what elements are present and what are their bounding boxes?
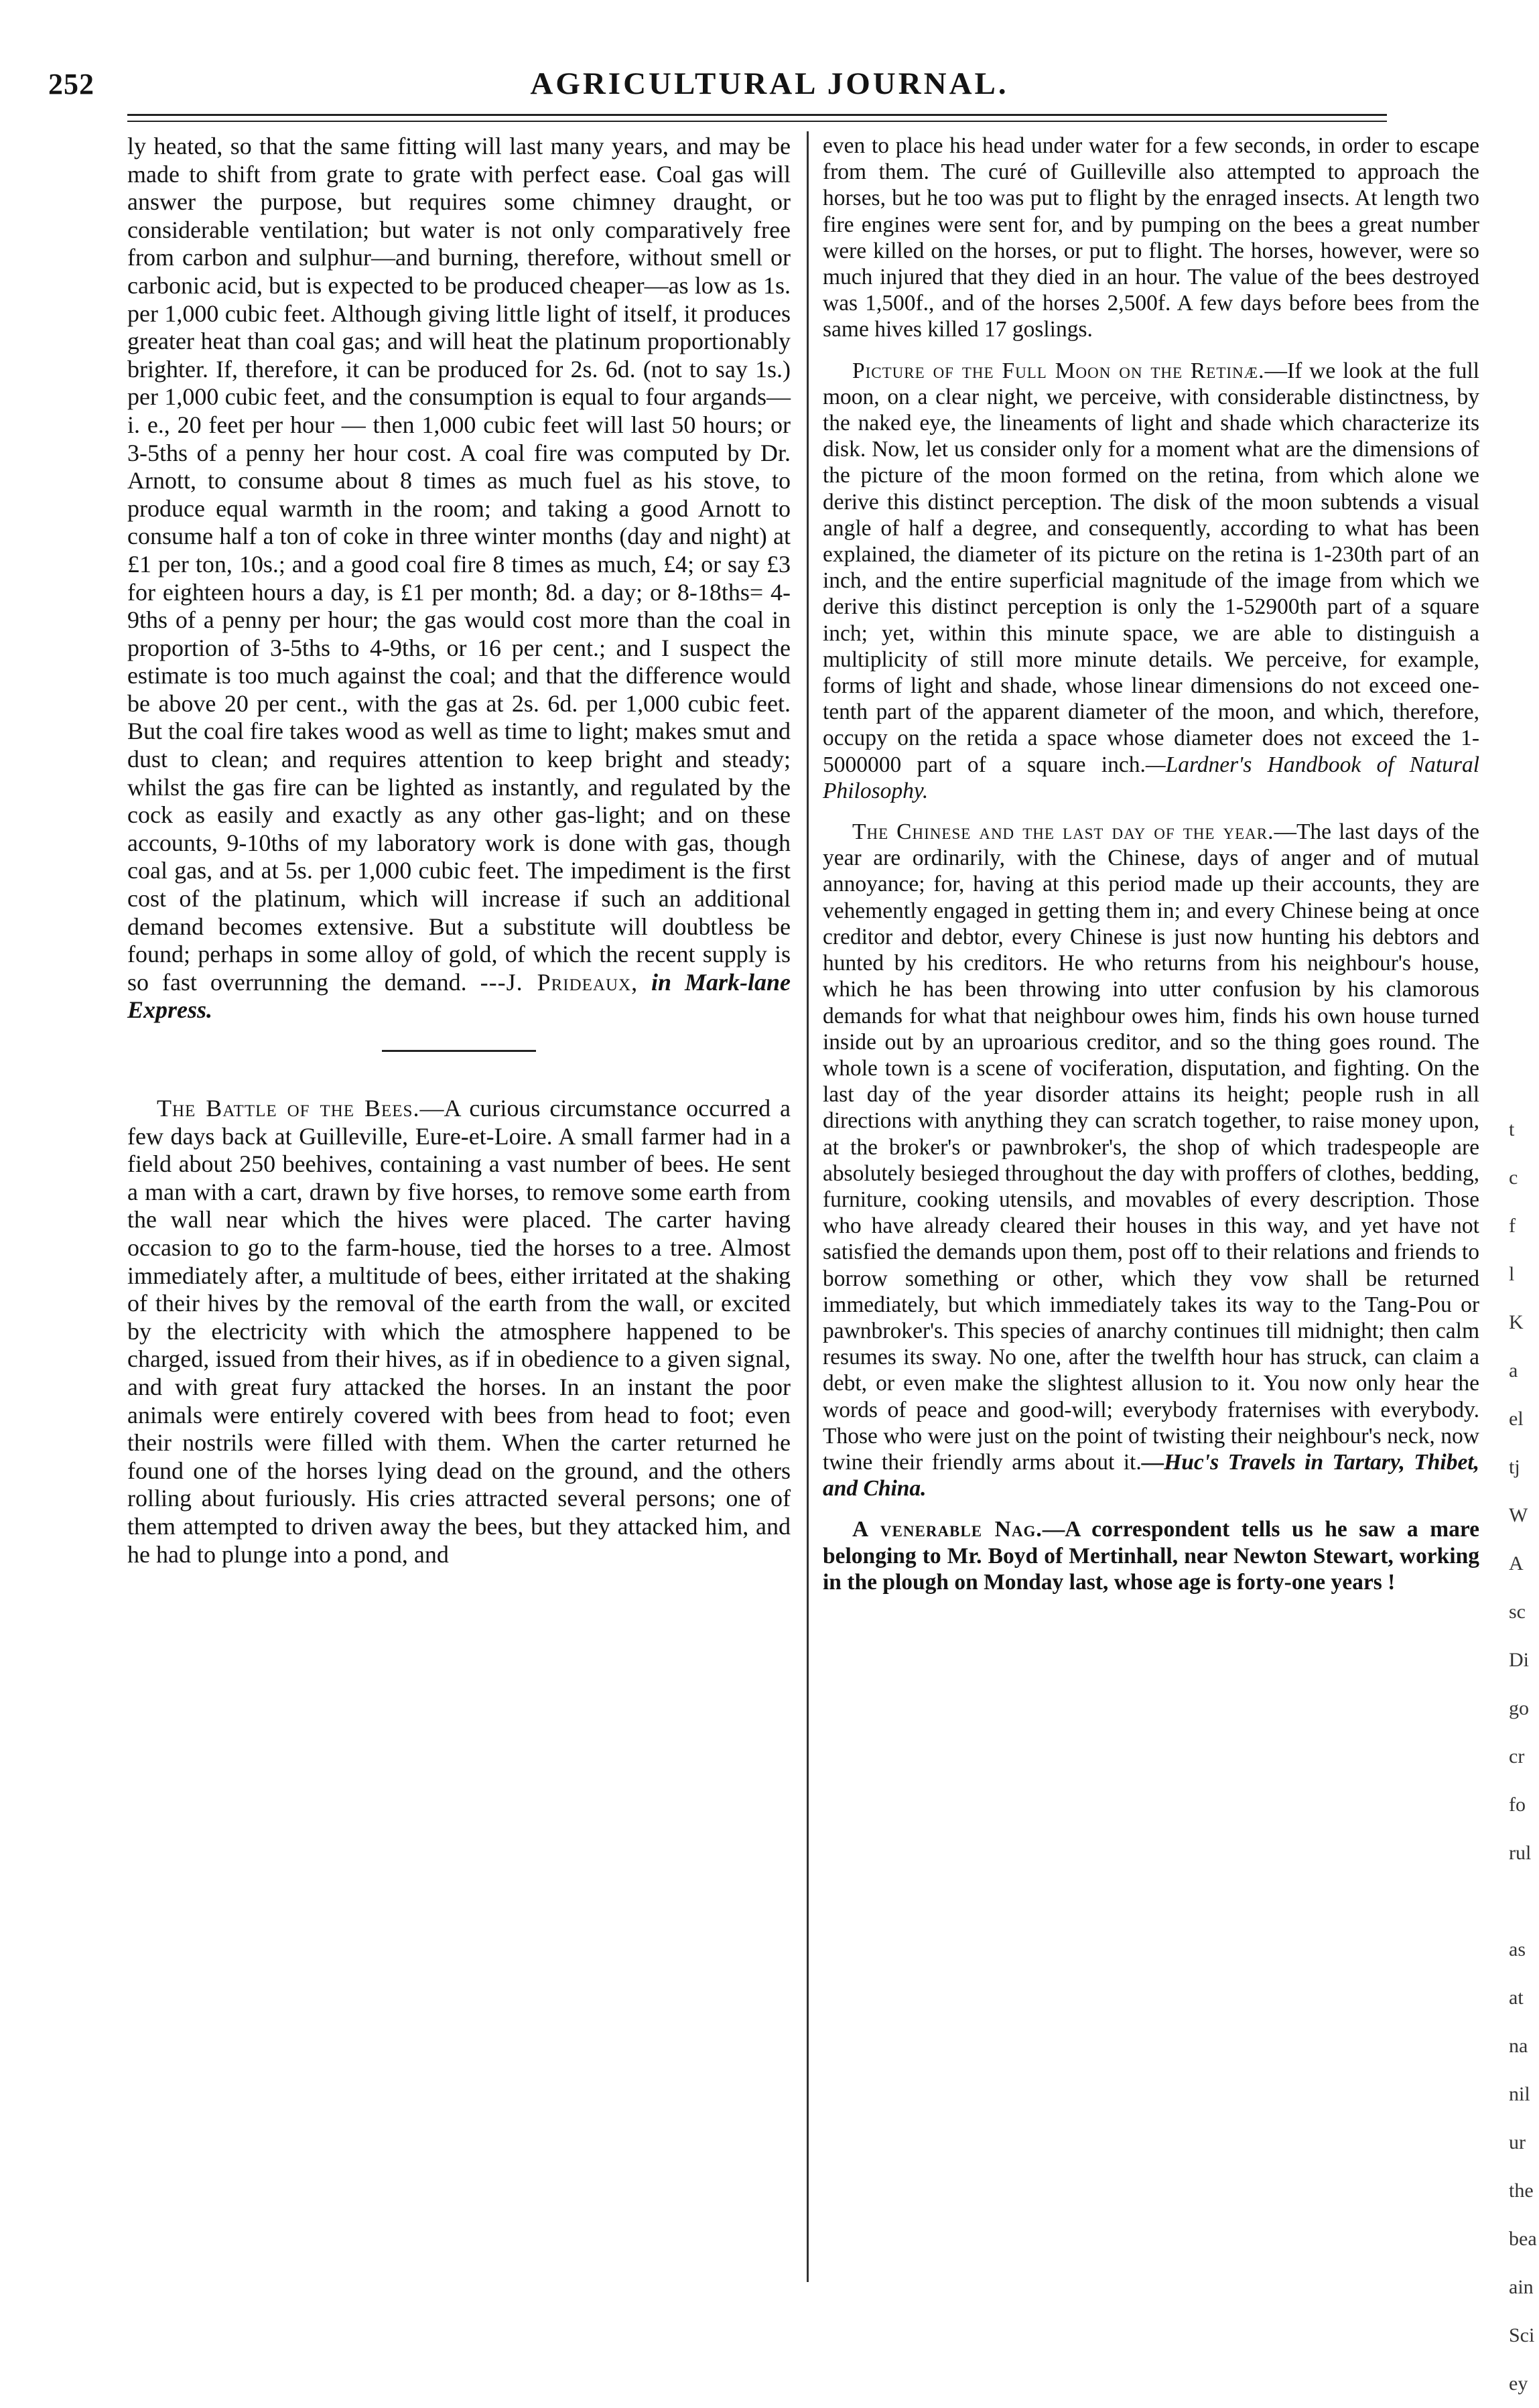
article-chinese-source: —Huc's Travels in Tartary, Thibet, and China.	[823, 1449, 1479, 1501]
article-bees	[127, 1095, 791, 1568]
running-head: AGRICULTURAL JOURNAL.	[530, 66, 1009, 101]
article-bees-continued: even to place his head under water for a few seconds, in order to escape from them. The curé of Guilleville also attempted to approach the horses, but he too was put to flight by the enraged insects. At length two fire engines were sent for, and by pumping on the bees a great number were killed on the horses, or put to flight. The horses, however, were so much injured that they died in an hour. The value of the bees destroyed was 1,500f., and of the horses 2,500f. A few days before bees from the same hives killed 17 goslings.	[823, 133, 1479, 342]
article-chinese-new-year	[823, 819, 1479, 1501]
article-chinese-body: —The last days of the year are ordinarily, with the Chinese, days of anger and of mutual annoyance; for, having at this period made up their accounts, they are vehemently engaged in getting them in; and every Chinese being at once creditor and debtor, every Chinese is just now hunting his debtors and hunted by his creditors. He who returns from his neighbour's house, which he has been throwing into utter confusion by his clamorous demands for what that neighbour owes him, finds his own house turned inside out by an uproarious creditor, and so the thing goes round. The whole town is a scene of vociferation, disputation, and fighting. On the last day of the year disorder attains its height; people rush in all directions with anything they can scratch together, to raise money upon, at the broker's or pawnbroker's, the shop of which tradespeople are absolutely besieged throughout the day with proffers of clothes, bedding, furniture, cooking utensils, and movables of every description. Those who have already cleared their houses in this way, and yet have not satisfied the demands upon them, post off to their relations and friends to borrow something or other, which they vow shall be returned immediately, but which immediately takes its way to the Tang-Pou or pawnbroker's. This species of anarchy continues till midnight; then calm resumes its sway. No one, after the twelfth hour has struck, can claim a debt, or even make the slightest allusion to it. You now only hear the words of peace and good-will; everybody fraternises with everybody. Those who were just on the point of twisting their neighbour's neck, now twine their friendly arms about it.	[823, 819, 1479, 1475]
header-rule	[127, 114, 1387, 116]
article-gas-body: ly heated, so that the same fitting will last many years, and may be made to shift from grate to grate with perfect ease. Coal gas will answer the purpose, but requires some chimney draught, or considerable ventilation; but water is not only comparatively free from carbon and sulphur—and burning, therefore, without smell or carbonic acid, but is expected to be produced cheaper—as low as 1s. per 1,000 cubic feet. Although giving little light of itself, it produces greater heat than coal gas; and will heat the platinum proportionably brighter. If, therefore, it can be produced for 2s. 6d. (not to say 1s.) per 1,000 cubic feet, and the consumption is equal to four argands—i. e., 20 feet per hour — then 1,000 cubic feet will last 50 hours; or 3-5ths of a penny her hour cost. A coal fire was computed by Dr. Arnott, to consume about 8 times as much fuel as his stove, to produce equal warmth in the room; and taking a good Arnott to consume half a ton of coke in three winter months (day and night) at £1 per ton, 10s.; and a good coal fire 8 times as much, £4; or say £3 for eighteen hours a day, is £1 per month; 8d. a day; or 8-18ths= 4-9ths of a penny per hour; the gas would cost more than the coal in proportion of 3-5ths to 4-9ths, or 16 per cent.; and I suspect the estimate is too much against the coal; and that the difference would be above 20 per cent., with the gas at 2s. 6d. per 1,000 cubic feet. But the coal fire takes wood as well as time to light; makes smut and dust to clean; and requires attention to keep bright and steady; whilst the gas fire can be lighted as instantly, and regulated by the cock as easily and exactly as any other gas-light; and on these accounts, 9-10ths of my laboratory work is done with gas, though coal gas, and at 5s. per 1,000 cubic feet. The impediment is the first cost of the platinum, which will increase if such an additional demand becomes extensive. But a substitute will doubtless be found; perhaps in some alloy of gold, of which the recent supply is so fast overrunning the demand.	[127, 133, 791, 996]
article-gas-fire	[127, 133, 791, 1024]
article-moon-title: Picture of the Full Moon on the Retinæ.	[852, 358, 1265, 383]
article-nag-title: A venerable Nag.	[852, 1517, 1043, 1542]
article-moon-source: —Lardner's Handbook of Natural Philosophy.	[823, 752, 1479, 803]
section-divider	[382, 1050, 536, 1052]
article-gas-source: in Mark-lane Express.	[127, 968, 791, 1024]
article-bees-body: —A curious circumstance occurred a few days back at Guilleville, Eure-et-Loire. A small farmer had in a field about 250 beehives, containing a vast number of bees. He sent a man with a cart, drawn by five horses, to remove some earth from the wall near which the hives were placed. The carter having occasion to go to the farm-house, tied the horses to a tree. Almost immediately after, a multitude of bees, either irritated at the shaking of their hives by the removal of the earth from the wall, or excited by the electricity with which the atmosphere happened to be charged, issued from their hives, as if in obedience to a given signal, and with great fury attacked the horses. In an instant the poor animals were entirely covered with bees from head to foot; even their nostrils were filled with them. When the carter returned he found one of the horses lying dead on the ground, and the others rolling about furiously. His cries attracted several persons; one of them attempted to driven away the bees, but they attacked him, and he had to plunge into a pond, and	[127, 1095, 791, 1568]
article-venerable-nag	[823, 1516, 1479, 1595]
article-moon	[823, 358, 1479, 804]
article-gas-signature: ---J. Prideaux,	[480, 968, 639, 996]
page-number: 252	[48, 68, 94, 101]
left-column	[127, 133, 791, 1568]
article-chinese-title: The Chinese and the last day of the year.	[852, 819, 1274, 845]
article-moon-body: —If we look at the full moon, on a clear night, we perceive, with considerable distinctness, by the naked eye, the lineaments of light and shade which characterize its disk. Now, let us consider only for a moment what are the dimensions of the picture of the moon formed on the retina, from which alone we derive this distinct perception. The disk of the moon subtends a visual angle of half a degree, and consequently, according to what has been explained, the diameter of its picture on the retina is 1-230th part of an inch, and the entire superficial magnitude of the image from which we derive this distinct perception is only the 1-52900th part of a square inch; yet, within this minute space, we are able to distinguish a multiplicity of still more minute details. We perceive, for example, forms of light and shade, whose linear dimensions do not exceed one-tenth part of the apparent diameter of the moon, and which, therefore, occupy on the retida a space whose diameter does not exceed the 1-5000000 part of a square inch.	[823, 358, 1479, 777]
article-bees-title: The Battle of the Bees.	[157, 1095, 420, 1122]
facing-page-edge-fragments: t c f l K a el tj W A sc Di go cr fo rul as at na nil ur the bea ain Sci ey	[1509, 1118, 1537, 2395]
right-column	[823, 133, 1479, 1595]
article-nag-body: —A correspondent tells us he saw a mare belonging to Mr. Boyd of Mertinhall, near Newton Stewart, working in the plough on Monday last, whose age is forty-one years !	[823, 1517, 1479, 1595]
column-divider	[807, 131, 809, 2282]
header-rule-thin	[127, 121, 1387, 122]
